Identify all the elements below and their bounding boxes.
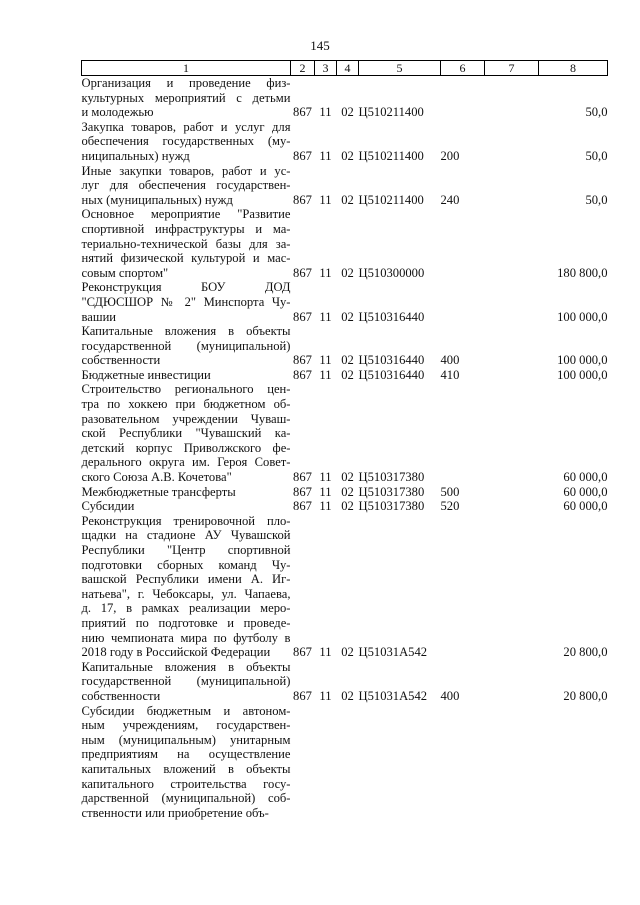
row-name-line: ных (муниципальных) нужд — [81, 192, 233, 207]
cell-c7 — [485, 660, 539, 704]
cell-c8: 180 800,0 — [557, 265, 608, 280]
row-name-line: капитального строительства госу- — [81, 776, 291, 791]
cell-c4: 02 — [341, 265, 354, 280]
row-name-line: Капитальные вложения в объекты — [81, 324, 291, 339]
row-name-line: нятий физической культурой и мас- — [81, 251, 291, 266]
cell-c4: 02 — [341, 499, 354, 514]
cell-c7 — [485, 164, 539, 208]
cell-c5: Ц51031А542 — [358, 645, 428, 660]
cell-c6: 410 — [440, 367, 460, 382]
table-row — [82, 120, 608, 164]
row-name-line: 2018 году в Российской Федерации — [81, 645, 271, 660]
cell-c3: 11 — [319, 367, 332, 382]
row-name-line: приятий по подготовке и проведе- — [81, 615, 291, 630]
cell-c2: 867 — [293, 309, 312, 324]
header-row — [82, 61, 608, 76]
cell-c5: Ц510211400 — [358, 192, 424, 207]
cell-c4: 02 — [341, 309, 354, 324]
cell-c8: 60 000,0 — [563, 484, 608, 499]
table-row — [82, 514, 608, 660]
cell-c5: Ц510300000 — [358, 265, 425, 280]
row-name-line: д. 17, в рамках реализации меро- — [81, 601, 291, 616]
cell-c4: 02 — [341, 353, 354, 368]
cell-c7 — [485, 499, 539, 514]
row-name-cell — [82, 660, 291, 704]
row-name-line: Реконструкция БОУ ДОД — [81, 280, 291, 295]
table-row — [82, 324, 608, 368]
row-name-line: обеспечения государственных (му- — [81, 134, 291, 149]
cell-c3 — [315, 704, 337, 821]
cell-c2: 867 — [293, 148, 312, 163]
cell-c5: Ц510317380 — [358, 499, 425, 514]
row-name-cell — [82, 280, 291, 324]
cell-c2: 867 — [293, 688, 312, 703]
row-name-line: натьева", г. Чебоксары, ул. Чапаева, — [81, 586, 291, 601]
column-header-6: 6 — [441, 61, 485, 76]
cell-c6: 500 — [440, 484, 460, 499]
cell-c3: 11 — [319, 645, 332, 660]
row-name-line: ным (муниципальным) унитарным — [81, 732, 291, 747]
row-name-line: ского Союза А.В. Кочетова" — [81, 470, 232, 485]
table-row — [82, 368, 608, 383]
cell-c4: 02 — [341, 484, 354, 499]
cell-c3: 11 — [319, 688, 332, 703]
cell-c6 — [441, 207, 485, 280]
cell-c2: 867 — [293, 353, 312, 368]
cell-c5: Ц510316440 — [358, 353, 425, 368]
row-name-line: собственности — [81, 688, 161, 703]
table-row — [82, 280, 608, 324]
cell-c2: 867 — [293, 470, 312, 485]
cell-c8: 60 000,0 — [563, 470, 608, 485]
cell-c6: 520 — [440, 499, 460, 514]
cell-c2: 867 — [293, 265, 312, 280]
cell-c4: 02 — [341, 192, 354, 207]
row-name-cell — [82, 76, 291, 120]
row-name-line: предприятиям на осуществление — [81, 747, 291, 762]
cell-c5: Ц510317380 — [358, 470, 425, 485]
row-name-cell — [82, 368, 291, 383]
cell-c4: 02 — [341, 470, 354, 485]
row-name-line: государственной (муниципальной) — [81, 338, 291, 353]
row-name-line: Республики "Центр спортивной — [81, 543, 291, 557]
cell-c7 — [485, 485, 539, 500]
cell-c5: Ц510316440 — [358, 309, 425, 324]
row-name-cell — [82, 120, 291, 164]
table-row — [82, 485, 608, 500]
row-name-cell — [82, 485, 291, 500]
cell-c8: 20 800,0 — [563, 645, 608, 660]
table-row — [82, 382, 608, 484]
table-row — [82, 704, 608, 821]
cell-c2: 867 — [293, 499, 312, 514]
row-name-line: луг для обеспечения государствен- — [81, 178, 291, 193]
cell-c4: 02 — [341, 105, 354, 120]
cell-c3: 11 — [319, 470, 332, 485]
row-name-cell — [82, 704, 291, 821]
row-name-line: териально-технической базы для за- — [81, 236, 291, 251]
row-name-cell — [82, 499, 291, 514]
row-name-line: ственности или приобретение объ- — [81, 805, 269, 820]
row-name-line: культурных мероприятий с детьми — [81, 90, 291, 105]
cell-c5 — [359, 704, 441, 821]
cell-c6 — [441, 704, 485, 821]
cell-c7 — [485, 514, 539, 660]
cell-c7 — [485, 368, 539, 383]
cell-c6: 400 — [440, 353, 460, 368]
cell-c4: 02 — [341, 148, 354, 163]
cell-c7 — [485, 207, 539, 280]
row-name-cell — [82, 324, 291, 368]
row-name-line: Иные закупки товаров, работ и ус- — [81, 163, 291, 178]
cell-c3: 11 — [319, 148, 332, 163]
cell-c8: 50,0 — [585, 148, 608, 163]
row-name-cell — [82, 164, 291, 208]
cell-c4: 02 — [341, 645, 354, 660]
table-row — [82, 660, 608, 704]
row-name-line: дерального округа им. Героя Совет- — [81, 455, 291, 470]
cell-c6 — [441, 514, 485, 660]
cell-c4: 02 — [341, 367, 354, 382]
row-name-line: нию чемпионата мира по футболу в — [81, 630, 291, 645]
cell-c2 — [291, 704, 315, 821]
cell-c6 — [441, 280, 485, 324]
row-name-line: Организация и проведение физ- — [81, 76, 291, 90]
column-header-3: 3 — [315, 61, 337, 76]
cell-c6: 400 — [440, 688, 460, 703]
cell-c7 — [485, 280, 539, 324]
cell-c5: Ц51031А542 — [358, 688, 428, 703]
cell-c6 — [441, 76, 485, 120]
row-name-line: капитальных вложений в объекты — [81, 761, 291, 776]
row-name-line: подготовки сборных команд Чу- — [81, 557, 291, 572]
row-name-line: ным учреждениям, государствен- — [81, 718, 291, 733]
cell-c8: 100 000,0 — [557, 353, 608, 368]
column-header-7: 7 — [485, 61, 539, 76]
cell-c3: 11 — [319, 499, 332, 514]
table-row — [82, 76, 608, 120]
cell-c8: 60 000,0 — [563, 499, 608, 514]
row-name-line: собственности — [81, 353, 161, 368]
cell-c6: 240 — [440, 192, 460, 207]
page-number: 145 — [310, 38, 330, 53]
row-name-line: Бюджетные инвестиции — [81, 367, 211, 382]
row-name-line: Субсидии — [81, 499, 135, 514]
cell-c7 — [485, 324, 539, 368]
cell-c7 — [485, 382, 539, 484]
table-row — [82, 207, 608, 280]
cell-c6: 200 — [440, 148, 460, 163]
cell-c4: 02 — [341, 688, 354, 703]
row-name-line: разовательном учреждении Чуваш- — [81, 411, 291, 426]
row-name-line: государственной (муниципальной) — [81, 674, 291, 689]
cell-c8: 100 000,0 — [557, 309, 608, 324]
cell-c2: 867 — [293, 192, 312, 207]
row-name-line: Основное мероприятие "Развитие — [81, 207, 291, 222]
cell-c3: 11 — [319, 484, 332, 499]
cell-c4 — [337, 704, 359, 821]
column-header-1: 1 — [82, 61, 291, 76]
row-name-line: вашии — [81, 309, 117, 324]
cell-c2: 867 — [293, 105, 312, 120]
budget-table — [81, 60, 608, 820]
row-name-line: детский корпус Приволжского фе- — [81, 440, 291, 455]
cell-c2: 867 — [293, 645, 312, 660]
row-name-line: Межбюджетные трансферты — [81, 484, 236, 499]
cell-c3: 11 — [319, 192, 332, 207]
table-row — [82, 164, 608, 208]
cell-c3: 11 — [319, 309, 332, 324]
row-name-line: и молодежью — [81, 105, 154, 120]
row-name-line: ской Республики "Чувашский ка- — [81, 426, 291, 441]
row-name-line: щадки на стадионе АУ Чувашской — [81, 528, 291, 543]
row-name-line: "СДЮСШОР № 2" Минспорта Чу- — [81, 294, 291, 309]
row-name-line: Субсидии бюджетным и автоном- — [81, 703, 291, 718]
cell-c3: 11 — [319, 353, 332, 368]
row-name-line: Строительство регионального цен- — [81, 382, 291, 397]
cell-c8 — [539, 704, 608, 821]
row-name-line: дарственной (муниципальной) соб- — [81, 791, 291, 806]
cell-c5: Ц510211400 — [358, 105, 424, 120]
column-header-5: 5 — [359, 61, 441, 76]
row-name-line: Реконструкция тренировочной пло- — [81, 513, 291, 528]
table-row — [82, 499, 608, 514]
cell-c5: Ц510316440 — [358, 367, 425, 382]
cell-c5: Ц510211400 — [358, 148, 424, 163]
cell-c6 — [441, 382, 485, 484]
cell-c5: Ц510317380 — [358, 484, 425, 499]
cell-c7 — [485, 704, 539, 821]
column-header-8: 8 — [539, 61, 608, 76]
row-name-cell — [82, 514, 291, 660]
cell-c3: 11 — [319, 105, 332, 120]
cell-c7 — [485, 120, 539, 164]
cell-c8: 100 000,0 — [557, 367, 608, 382]
cell-c8: 20 800,0 — [563, 688, 608, 703]
cell-c3: 11 — [319, 265, 332, 280]
column-header-4: 4 — [337, 61, 359, 76]
table-body — [82, 76, 608, 821]
row-name-line: тра по хоккею при бюджетном об- — [81, 397, 291, 412]
row-name-cell — [82, 382, 291, 484]
row-name-line: спортивной инфраструктуры и ма- — [81, 221, 291, 236]
cell-c7 — [485, 76, 539, 120]
row-name-line: совым спортом" — [81, 265, 169, 280]
row-name-line: Капитальные вложения в объекты — [81, 659, 291, 674]
column-header-2: 2 — [291, 61, 315, 76]
row-name-line: Закупка товаров, работ и услуг для — [81, 119, 291, 134]
cell-c8: 50,0 — [585, 105, 608, 120]
cell-c2: 867 — [293, 484, 312, 499]
row-name-line: ниципальных) нужд — [81, 148, 190, 163]
cell-c2: 867 — [293, 367, 312, 382]
row-name-cell — [82, 207, 291, 280]
cell-c8: 50,0 — [585, 192, 608, 207]
row-name-line: вашской Республики имени А. Иг- — [81, 572, 291, 587]
